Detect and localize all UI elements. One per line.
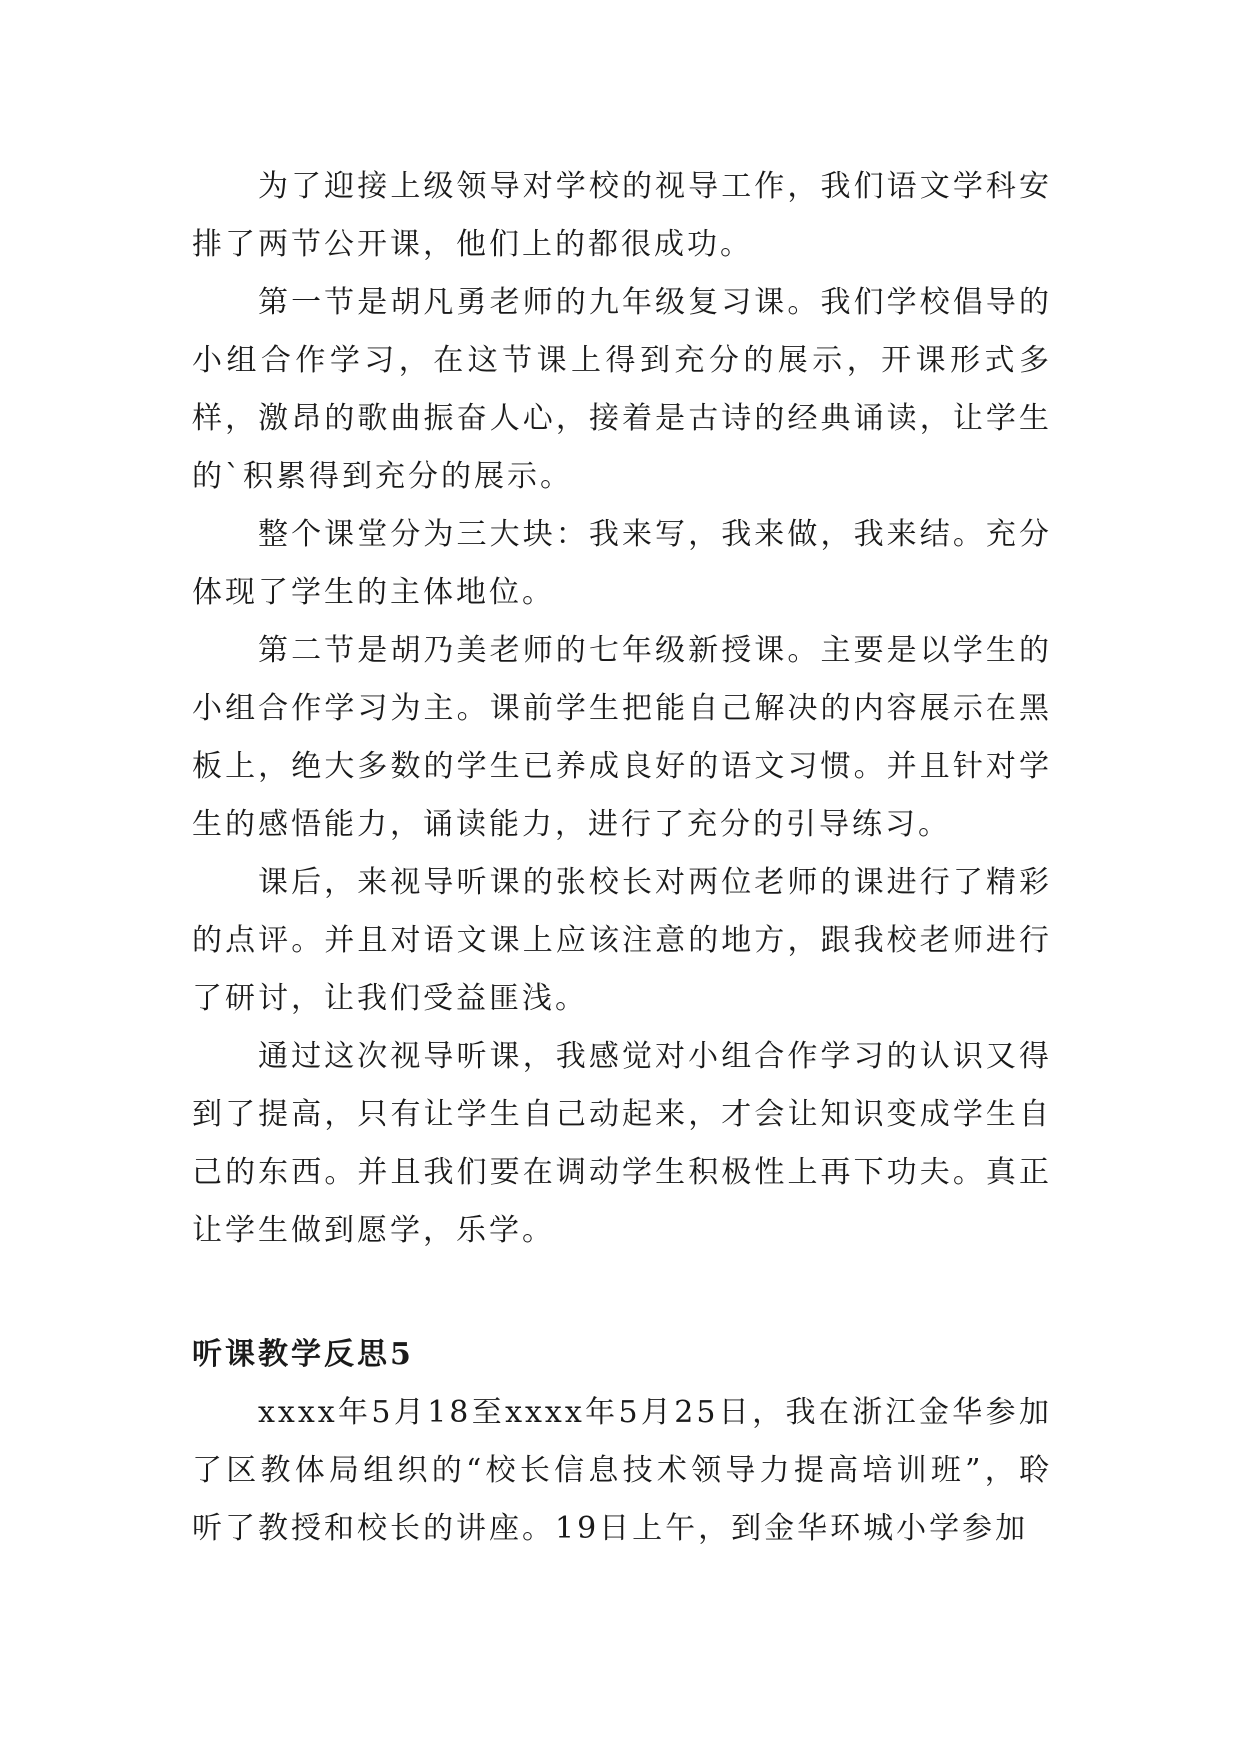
paragraph-3: 整个课堂分为三大块：我来写，我来做，我来结。充分体现了学生的主体地位。 (192, 517, 1052, 610)
paragraph-1: 为了迎接上级领导对学校的视导工作，我们语文学科安排了两节公开课，他们上的都很成功。 (192, 169, 1052, 262)
document-body (192, 158, 1052, 1558)
paragraph-4: 第二节是胡乃美老师的七年级新授课。主要是以学生的小组合作学习为主。课前学生把能自己解决的内容展示在黑板上，绝大多数的学生已养成良好的语文习惯。并且针对学生的感悟能力，诵读能力，进行了充分的引导练习。 (192, 633, 1052, 842)
paragraph-5: 课后，来视导听课的张校长对两位老师的课进行了精彩的点评。并且对语文课上应该注意的地方，跟我校老师进行了研讨，让我们受益匪浅。 (192, 865, 1052, 1016)
paragraph-6: 通过这次视导听课，我感觉对小组合作学习的认识又得到了提高，只有让学生自己动起来，才会让知识变成学生自己的东西。并且我们要在调动学生积极性上再下功夫。真正让学生做到愿学，乐学。 (192, 1039, 1052, 1248)
paragraph-2: 第一节是胡凡勇老师的九年级复习课。我们学校倡导的小组合作学习，在这节课上得到充分的展示，开课形式多样，激昂的歌曲振奋人心，接着是古诗的经典诵读，让学生的`积累得到充分的展示。 (192, 285, 1052, 494)
section-paragraph-1: xxxx年5月18至xxxx年5月25日，我在浙江金华参加了区教体局组织的“校长信息技术领导力提高培训班”，聆听了教授和校长的讲座。19日上午，到金华环城小学参加 (192, 1395, 1052, 1546)
section-heading: 听课教学反思5 (192, 1337, 414, 1372)
